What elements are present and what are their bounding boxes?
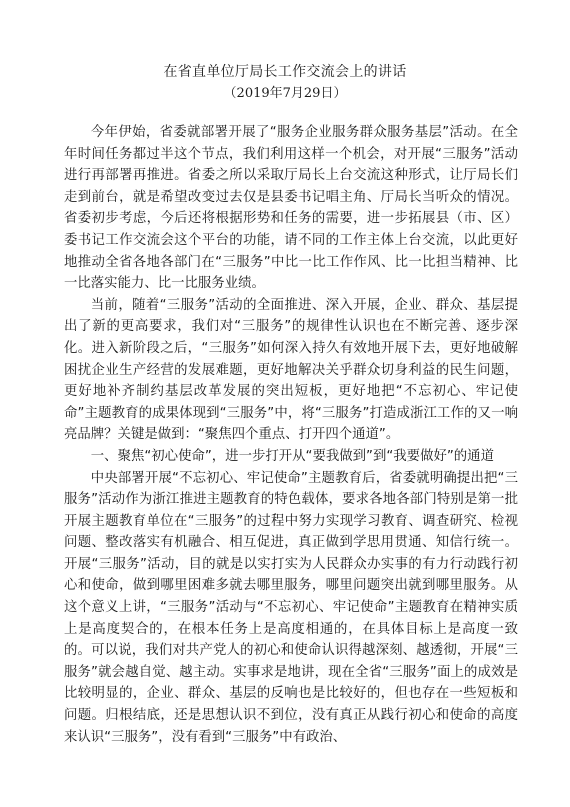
- document-body: [64, 122, 518, 748]
- speech-date: （2019年7月29日）: [223, 86, 347, 101]
- paragraph: 当前，随着“三服务”活动的全面推进、深入开展，企业、群众、基层提出了新的更高要求，我们对“三服务”的规律性认识也在不断完善、逐步深化。进入新阶段之后，“三服务”如何深入持久有效地开展下去，更好地破解困扰企业生产经营的发展难题，更好地解决关乎群众切身利益的民生问题，更好地补齐制约基层改革发展的突出短板，更好地把“不忘初心、牢记使命”主题教育的成果体现到“三服务”中，将“三服务”打造成浙江工作的又一响亮品牌？关键是做到：“聚焦四个重点、打开四个通道”。: [64, 297, 518, 443]
- paragraph: 中央部署开展“不忘初心、牢记使命”主题教育后，省委就明确提出把“三服务”活动作为浙江推进主题教育的特色载体，要求各地各部门特别是第一批开展主题教育单位在“三服务”的过程中努力实现学习教育、调查研究、检视问题、整改落实有机融合、相互促进，真正做到学思用贯通、知信行统一。开展“三服务”活动，目的就是以实打实为人民群众办实事的有力行动践行初心和使命，做到哪里困难多就去哪里服务，哪里问题突出就到哪里服务。从这个意义上讲，“三服务”活动与“不忘初心、牢记使命”主题教育在精神实质上是高度契合的，在根本任务上是高度相通的，在具体目标上是高度一致的。可以说，我们对共产党人的初心和使命认识得越深刻、越透彻，开展“三服务”就会越自觉、越主动。实事求是地讲，现在全省“三服务”面上的成效是比较明显的，企业、群众、基层的反响也是比较好的，但也存在一些短板和问题。归根结底，还是思想认识不到位，没有真正从践行初心和使命的高度来认识“三服务”，没有看到“三服务”中有政治、: [64, 470, 518, 745]
- document-title: 在省直单位厅局长工作交流会上的讲话: [163, 64, 407, 80]
- section-heading: 一、聚焦“初心使命”，进一步打开从“要我做到”到“我要做好”的通道: [90, 448, 494, 464]
- paragraph: 今年伊始，省委就部署开展了“服务企业服务群众服务基层”活动。在全年时间任务都过半这个节点，我们利用这样一个机会，对开展“三服务”活动进行再部署再推进。省委之所以采取厅局长上台交流这种形式，让厅局长们走到前台，就是希望改变过去仅是县委书记唱主角、厅局长当听众的情况。省委初步考虑，今后还将根据形势和任务的需要，进一步拓展县（市、区）委书记工作交流会这个平台的功能，请不同的工作主体上台交流，以此更好地推动全省各地各部门在“三服务”中比一比工作作风、比一比担当精神、比一比落实能力、比一比服务业绩。: [64, 125, 518, 292]
